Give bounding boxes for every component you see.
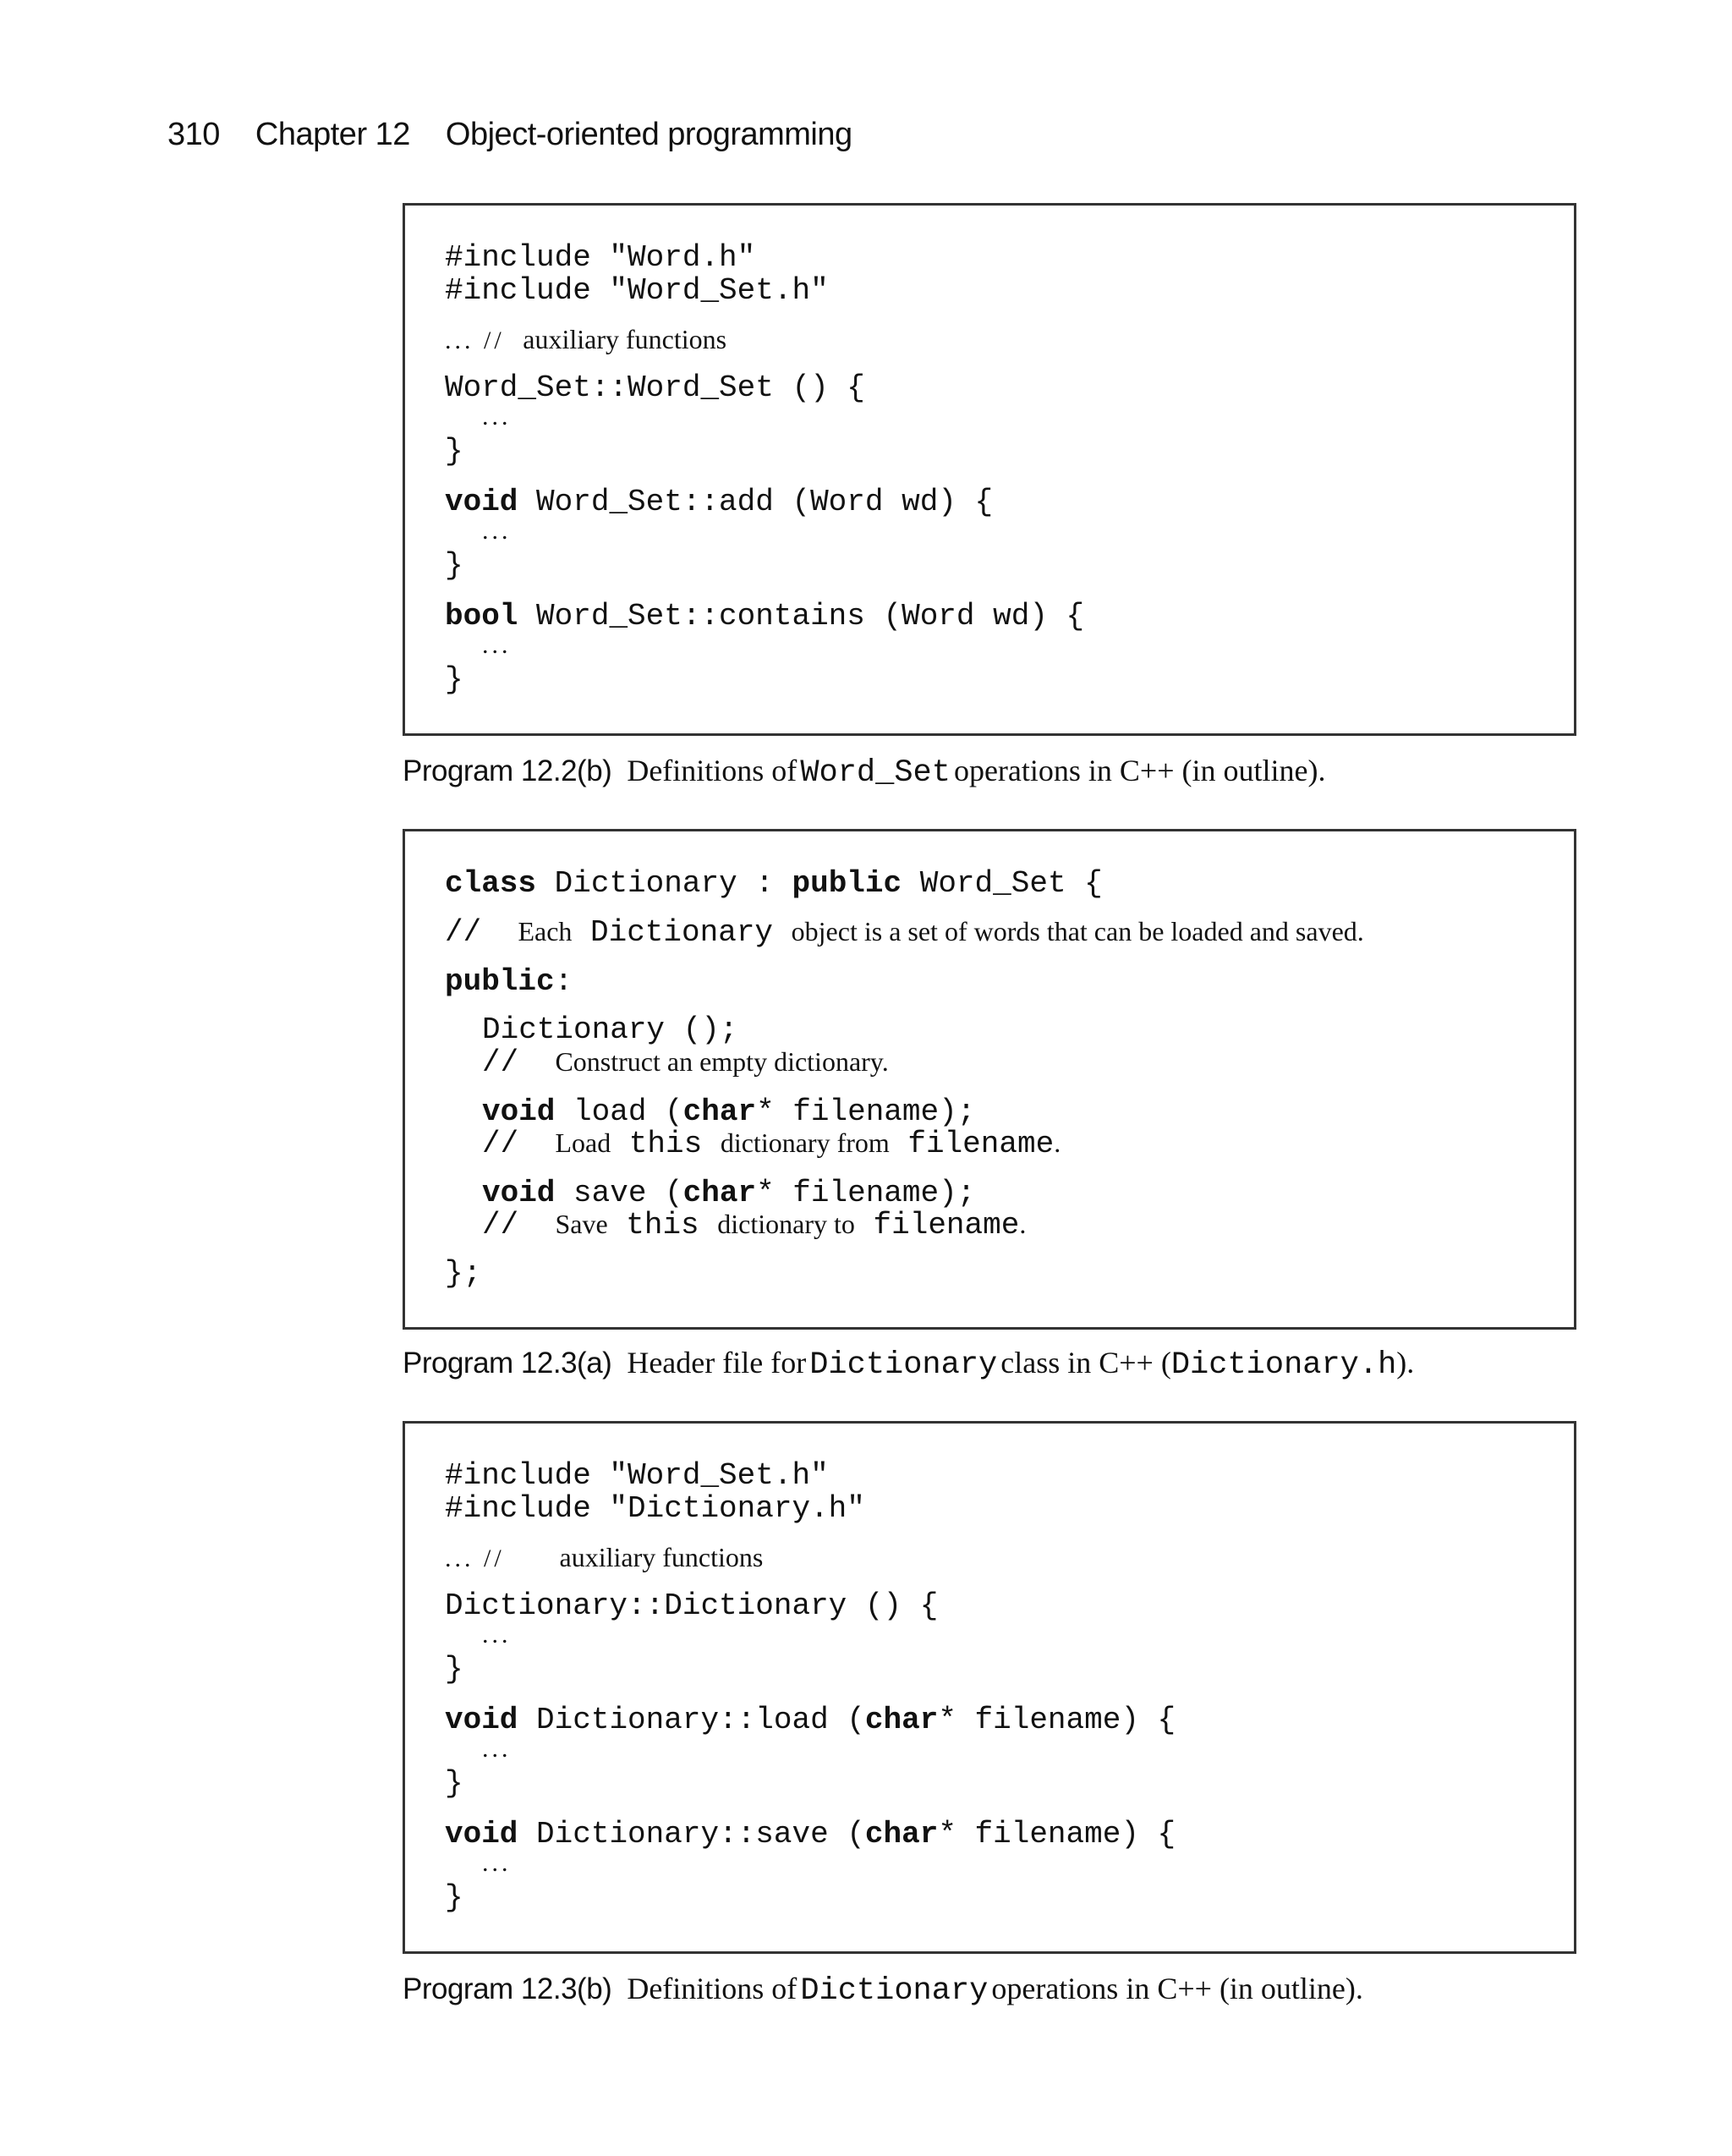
- program-12-2b-caption: [403, 755, 1326, 789]
- code-line: [445, 487, 993, 518]
- code-text: * filename) {: [938, 1817, 1176, 1852]
- code-text: load (: [555, 1094, 683, 1129]
- caption-code: Dictionary.h: [1170, 1347, 1397, 1383]
- code-text: Word_Set {: [902, 866, 1103, 901]
- code-ellipsis: ...: [482, 1849, 512, 1877]
- keyword: void: [482, 1176, 556, 1210]
- caption-text: ).: [1396, 1346, 1415, 1380]
- code-line: [445, 601, 1084, 632]
- comment-code: this: [628, 1127, 703, 1161]
- code-line: [445, 915, 1364, 950]
- code-text: * filename);: [756, 1094, 976, 1129]
- comment-code: Dictionary: [590, 915, 774, 950]
- comment-text: auxiliary functions: [523, 324, 727, 354]
- comment-marker: //: [482, 1208, 519, 1243]
- code-text: Dictionary::save (: [518, 1817, 865, 1852]
- program-12-3a-box: [403, 829, 1576, 1330]
- code-ellipsis: ...: [482, 631, 512, 659]
- comment-text: Load: [555, 1127, 611, 1158]
- code-line: }: [445, 1880, 463, 1915]
- comment-text: dictionary to: [717, 1209, 855, 1239]
- code-line: [445, 964, 573, 999]
- page-number: 310: [167, 117, 220, 152]
- running-header: [167, 117, 852, 153]
- code-line: [482, 1094, 976, 1129]
- code-line: [482, 1178, 975, 1209]
- caption-text: Definitions of: [627, 1972, 797, 2005]
- caption-code: Dictionary: [809, 1347, 998, 1383]
- keyword: void: [445, 485, 518, 519]
- keyword: char: [864, 1817, 939, 1852]
- program-12-2b-box: [403, 203, 1576, 736]
- code-ellipsis: ...: [482, 517, 512, 545]
- code-line: }: [445, 1652, 463, 1687]
- code-line: #include "Word.h": [445, 240, 756, 275]
- code-line: [445, 1705, 1176, 1736]
- code-ellipsis: ...: [482, 1621, 512, 1649]
- comment-text: .: [1019, 1209, 1027, 1239]
- code-line: [445, 1544, 763, 1574]
- program-12-3b-box: [403, 1421, 1576, 1954]
- code-line: [445, 326, 726, 356]
- caption-text: Definitions of: [627, 754, 797, 787]
- comment-code: this: [626, 1208, 699, 1243]
- code-line: Dictionary::Dictionary () {: [445, 1588, 939, 1623]
- code-line: [445, 866, 1103, 901]
- code-text: Word_Set::contains (Word wd) {: [518, 599, 1085, 634]
- comment-text: Save: [555, 1209, 608, 1239]
- comment-text: dictionary from: [720, 1127, 890, 1158]
- caption-text: operations in C++ (in outline).: [991, 1972, 1363, 2005]
- comment-text: .: [1054, 1127, 1061, 1158]
- code-line: #include "Word_Set.h": [445, 273, 829, 308]
- code-text: Dictionary::load (: [518, 1703, 865, 1737]
- caption-text: class in C++ (: [1000, 1346, 1171, 1380]
- code-line: #include "Word_Set.h": [445, 1458, 829, 1493]
- code-line: };: [445, 1256, 482, 1291]
- code-line: [482, 1210, 1026, 1241]
- comment-text: Construct an empty dictionary.: [555, 1046, 889, 1077]
- keyword: void: [445, 1817, 518, 1852]
- keyword: char: [682, 1176, 757, 1210]
- code-line: }: [445, 662, 463, 697]
- comment-text: auxiliary functions: [559, 1542, 764, 1572]
- keyword: bool: [445, 599, 518, 634]
- keyword: void: [482, 1094, 556, 1129]
- program-12-3b-caption: [403, 1973, 1363, 2007]
- code-ellipsis: ...: [482, 403, 512, 431]
- code-text: * filename);: [756, 1176, 976, 1210]
- caption-label: Program 12.3(b): [403, 1972, 612, 2005]
- code-line: Word_Set::Word_Set () {: [445, 370, 865, 405]
- comment-marker: //: [445, 915, 482, 950]
- keyword: public: [445, 964, 555, 999]
- keyword: char: [864, 1703, 939, 1737]
- chapter-label: Chapter 12: [255, 117, 410, 152]
- keyword: class: [445, 866, 537, 901]
- code-text: Dictionary :: [536, 866, 792, 901]
- caption-code: Word_Set: [800, 755, 951, 791]
- code-ellipsis: ...: [482, 1735, 512, 1763]
- code-line: [445, 1819, 1176, 1850]
- code-line: [482, 1045, 889, 1080]
- caption-text: Header file for: [627, 1346, 807, 1380]
- caption-label: Program 12.2(b): [403, 754, 612, 787]
- code-line: Dictionary ();: [482, 1012, 738, 1047]
- code-text: Word_Set::add (Word wd) {: [518, 485, 994, 519]
- keyword: public: [792, 866, 902, 901]
- code-text: ... //: [445, 326, 505, 354]
- comment-text: object is a set of words that can be loaded and saved.: [791, 916, 1364, 946]
- code-text: * filename) {: [938, 1703, 1176, 1737]
- code-line: }: [445, 434, 463, 469]
- program-12-3a-caption: [403, 1347, 1414, 1381]
- code-text: save (: [555, 1176, 683, 1210]
- keyword: void: [445, 1703, 518, 1737]
- code-line: #include "Dictionary.h": [445, 1491, 865, 1526]
- comment-marker: //: [482, 1045, 519, 1080]
- code-line: [482, 1129, 1061, 1160]
- comment-marker: //: [482, 1127, 519, 1161]
- code-text: :: [554, 964, 573, 999]
- caption-text: operations in C++ (in outline).: [953, 754, 1326, 787]
- caption-code: Dictionary: [800, 1973, 989, 2009]
- comment-code: filename: [907, 1127, 1055, 1161]
- code-line: }: [445, 548, 463, 583]
- caption-label: Program 12.3(a): [403, 1347, 612, 1380]
- comment-code: filename: [873, 1208, 1020, 1243]
- keyword: char: [682, 1094, 757, 1129]
- comment-text: Each: [518, 916, 573, 946]
- code-text: ... //: [445, 1544, 505, 1572]
- code-line: }: [445, 1766, 463, 1801]
- chapter-title: Object-oriented programming: [445, 117, 852, 152]
